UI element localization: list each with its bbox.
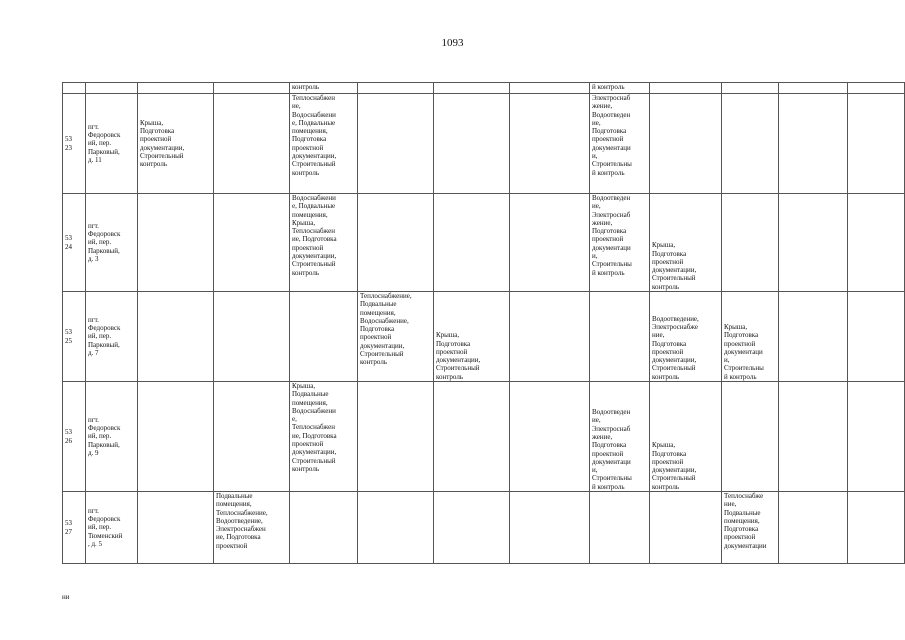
cell-text: контроль (292, 83, 320, 91)
table-row (63, 194, 905, 292)
cell (510, 382, 590, 492)
cell (290, 83, 358, 94)
cell-text: Теплоснабжен ие, Водоснабжени е, Подвальные помещения, Подготовка проектной документации, Строительный контроль (292, 94, 337, 177)
cell (590, 194, 650, 292)
cell (722, 292, 779, 382)
row-number-cell (63, 382, 86, 492)
row-number: 53 24 (65, 234, 72, 251)
cell (358, 94, 434, 194)
row-number-cell (63, 492, 86, 564)
cell (510, 194, 590, 292)
cell (650, 382, 722, 492)
cell (434, 83, 510, 94)
cell-text: Водоснабжени е, Подвальные помещения, Крыша, Теплоснабжен ие, Подготовка проектной документации, Строительный контроль (292, 194, 337, 277)
cell (214, 382, 290, 492)
cell (650, 83, 722, 94)
address-cell (86, 94, 138, 194)
address: пгт. Федоровск ий, пер. Парковый, д. 7 (88, 315, 121, 357)
cell (510, 94, 590, 194)
cell-text: Теплоснабжение, Подвальные помещения, Водоснабжение, Подготовка проектной документации, Строительный контроль (360, 292, 412, 367)
cell (214, 492, 290, 564)
row-number-cell (63, 292, 86, 382)
address: пгт. Федоровск ий, пер. Парковый, д. 9 (88, 415, 121, 457)
cell-text: Теплоснабже ние, Подвальные помещения, Подготовка проектной документации (724, 492, 767, 550)
cell-text: Крыша, Подготовка проектной документаци и, Строительны й контроль (724, 322, 764, 381)
cell (650, 94, 722, 194)
cell-text: Крыша, Подготовка проектной документации, Строительный контроль (436, 331, 481, 381)
table-row (63, 292, 905, 382)
row-number: 53 25 (65, 328, 72, 345)
cell (214, 292, 290, 382)
cell (779, 492, 848, 564)
cell-text: Крыша, Подготовка проектной документации, Строительный контроль (652, 241, 697, 291)
cell (63, 83, 86, 94)
cell (434, 94, 510, 194)
row-number-cell (63, 194, 86, 292)
cell (590, 382, 650, 492)
cell (358, 194, 434, 292)
cell (722, 382, 779, 492)
cell (290, 492, 358, 564)
cell (848, 382, 905, 492)
cell (434, 492, 510, 564)
cell (650, 492, 722, 564)
cell (434, 292, 510, 382)
address-cell (86, 492, 138, 564)
cell (86, 83, 138, 94)
cell (779, 94, 848, 194)
cell (779, 382, 848, 492)
cell (290, 292, 358, 382)
cell (848, 292, 905, 382)
cell (214, 94, 290, 194)
cell-text: Крыша, Подготовка проектной документации, Строительный контроль (652, 441, 697, 491)
cell (358, 83, 434, 94)
address: пгт. Федоровск ий, пер. Парковый, д. 11 (88, 122, 121, 164)
cell (138, 194, 214, 292)
address-cell (86, 194, 138, 292)
cell (214, 83, 290, 94)
cell (590, 492, 650, 564)
cell (138, 83, 214, 94)
cell-text: Крыша, Подвальные помещения, Водоснабжени е, Теплоснабжен ие, Подготовка проектной документации, Строительный контроль (292, 382, 337, 473)
address: пгт. Федоровск ий, пер. Тюменский , д. 5 (88, 506, 123, 548)
cell (590, 292, 650, 382)
cell-text: й контроль (592, 83, 625, 91)
cell (722, 94, 779, 194)
cell-text: Электроснаб жение, Водоотведен ие, Подготовка проектной документаци и, Строительны й контроль (592, 94, 632, 177)
table-row (63, 492, 905, 564)
address-cell (86, 382, 138, 492)
cell (590, 83, 650, 94)
cell (138, 292, 214, 382)
cell (138, 382, 214, 492)
cell (722, 492, 779, 564)
row-number: 53 27 (65, 519, 72, 536)
cell (290, 194, 358, 292)
cell-text: Водоотведен ие, Электроснаб жение, Подготовка проектной документаци и, Строительны й контроль (592, 194, 632, 277)
cell (434, 194, 510, 292)
cell (779, 194, 848, 292)
cell (848, 83, 905, 94)
cell (434, 382, 510, 492)
cell (138, 94, 214, 194)
cell (510, 83, 590, 94)
table-row (63, 94, 905, 194)
cell (848, 194, 905, 292)
cell (138, 492, 214, 564)
cell (214, 194, 290, 292)
cell (290, 382, 358, 492)
cell (358, 292, 434, 382)
footer-mark: ни (62, 593, 70, 601)
page-number: 1093 (441, 37, 464, 49)
cell (290, 94, 358, 194)
cell (358, 492, 434, 564)
row-number: 53 23 (65, 135, 72, 152)
cell (779, 83, 848, 94)
row-number: 53 26 (65, 428, 72, 445)
cell (722, 194, 779, 292)
cell (848, 94, 905, 194)
address: пгт. Федоровск ий, пер. Парковый, д. 3 (88, 221, 121, 263)
table-row (63, 382, 905, 492)
row-number-cell (63, 94, 86, 194)
cell-text: Крыша, Подготовка проектной документации, Строительный контроль (140, 118, 185, 169)
table-row (63, 83, 905, 94)
cell (358, 382, 434, 492)
cell (650, 194, 722, 292)
cell (510, 492, 590, 564)
cell (590, 94, 650, 194)
cell-text: Подвальные помещения, Теплоснабжение, Водоотведение, Электроснабжен ие, Подготовка проектной (216, 492, 268, 550)
cell-text: Водоотведен ие, Электроснаб жение, Подготовка проектной документаци и, Строительны й контроль (592, 408, 632, 491)
cell (510, 292, 590, 382)
cell (779, 292, 848, 382)
cell (722, 83, 779, 94)
cell (848, 492, 905, 564)
cell-text: Водоотведение, Электроснабже ние, Подготовка проектной документации, Строительный контроль (652, 314, 699, 381)
address-cell (86, 292, 138, 382)
works-schedule-table (62, 82, 905, 564)
cell (650, 292, 722, 382)
